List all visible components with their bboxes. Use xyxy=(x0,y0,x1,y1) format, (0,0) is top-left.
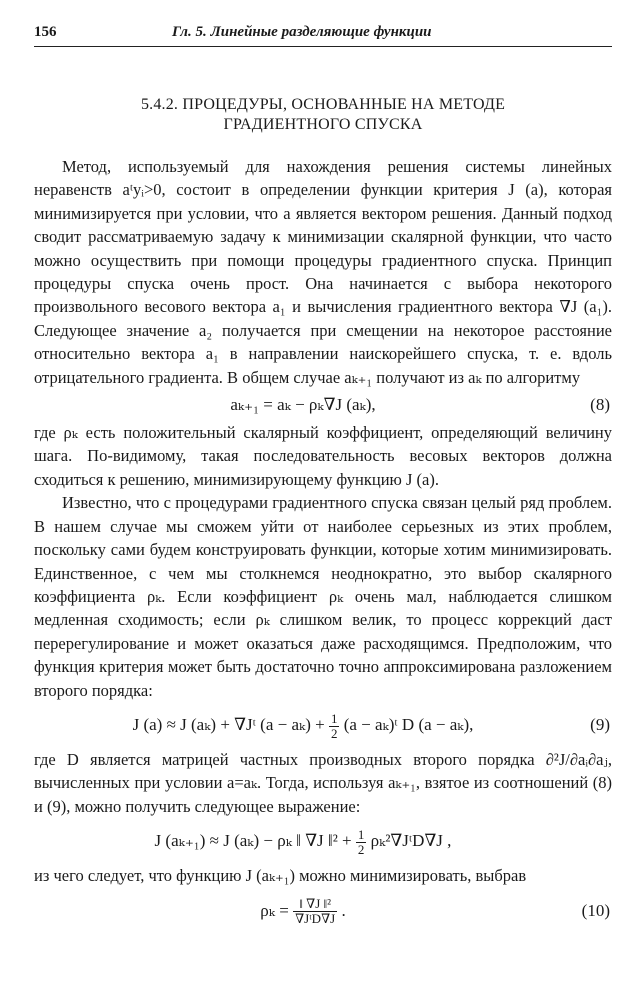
running-title: Гл. 5. Линейные разделяющие функции xyxy=(172,24,432,40)
section-title-line2: ГРАДИЕНТНОГО СПУСКА xyxy=(223,116,423,133)
equation-unnumbered xyxy=(34,818,612,864)
equation-9-half-num: 1 xyxy=(330,710,338,726)
equation-10-right: . xyxy=(337,900,346,920)
running-head xyxy=(34,24,612,47)
equation-9-half-den: 2 xyxy=(330,725,338,741)
equation-unnumbered-right: ρₖ²∇JᵗD∇J , xyxy=(366,831,452,851)
equation-unnumbered-formula xyxy=(34,818,572,864)
equation-9-left: J (a) ≈ J (aₖ) + ∇Jᵗ (a − aₖ) + xyxy=(132,714,329,734)
equation-unnumbered-left: J (aₖ₊₁) ≈ J (aₖ) − ρₖ ‖ ∇J ‖² + xyxy=(154,831,356,851)
equation-10-left: ρₖ = xyxy=(260,900,294,920)
section-title xyxy=(34,95,612,135)
equation-unnumbered-half xyxy=(356,828,367,857)
equation-8-formula: aₖ₊₁ = aₖ − ρₖ∇J (aₖ), xyxy=(230,395,376,415)
equation-10-number: (10) xyxy=(581,900,610,920)
book-page xyxy=(34,24,612,934)
page-number: 156 xyxy=(34,24,57,40)
paragraph-5: из чего следует, что функцию J (aₖ₊₁) можно минимизировать, выбрав xyxy=(34,866,527,886)
equation-10-frac-num: ‖ ∇J ‖² xyxy=(293,897,337,912)
equation-9-number: (9) xyxy=(590,714,610,734)
equation-unnumbered-half-den: 2 xyxy=(357,841,365,857)
equation-8 xyxy=(34,389,612,421)
equation-10-frac-den: ∇JᵗD∇J xyxy=(295,911,336,927)
equation-10-formula xyxy=(34,888,572,934)
equation-8-number: (8) xyxy=(590,395,610,415)
equation-9-right: (a − aₖ)ᵗ D (a − aₖ), xyxy=(339,714,474,734)
equation-9-half xyxy=(329,712,340,741)
equation-10-fraction xyxy=(293,897,337,926)
equation-10 xyxy=(34,888,612,934)
paragraph-2: где ρₖ есть положительный скалярный коэффициент, определяющий величину шага. По-видимому, такая последовательность весовых векторов должна сходиться к решению, минимизирующему функцию J (a). xyxy=(34,423,612,489)
paragraph-3: Известно, что с процедурами градиентного спуска связан целый ряд проблем. В нашем случае мы сможем уйти от наиболее серьезных из этих проблем, поскольку сами будем конструировать функции, которые хотим минимизировать. Единственное, с чем мы столкнемся неоднократно, это выбор скалярного коэффициента ρₖ. Если коэффициент ρₖ очень мал, наблюдается слишком медленная сходимость; если ρₖ слишком велик, то процесс коррекций даст перерегулирование и может оказаться даже расходящимся. Предположим, что функция критерия может быть достаточно точно аппроксимирована разложением второго порядка: xyxy=(34,493,612,700)
paragraph-1: Метод, используемый для нахождения решения системы линейных неравенств aᵗyᵢ>0, состоит в определении функции критерия J (a), которая минимизируется при условии, что a является вектором решения. Данный подход сводит рассматриваемую задачу к минимизации скалярной функции, что часто можно осуществить при помощи процедуры градиентного спуска. Принцип процедуры спуска очень прост. Она начинается с выбора некоторого произвольного весового вектора a₁ и вычисления градиентного вектора ∇J (a₁). Следующее значение a₂ получается при смещении на некоторое расстояние относительно вектора a₁ в направлении наискорейшего спуска, т. е. вдоль отрицательного градиента. В общем случае aₖ₊₁ получают из aₖ по алгоритму xyxy=(34,157,612,387)
equation-9-formula xyxy=(34,702,572,748)
equation-unnumbered-half-num: 1 xyxy=(357,826,365,842)
equation-9 xyxy=(34,702,612,748)
section-title-line1: 5.4.2. ПРОЦЕДУРЫ, ОСНОВАННЫЕ НА МЕТОДЕ xyxy=(140,96,506,113)
paragraph-4: где D является матрицей частных производных второго порядка ∂²J/∂aᵢ∂aⱼ, вычисленных при условии a=aₖ. Тогда, используя aₖ₊₁, взятое из соотношений (8) и (9), можно получить следующее выражение: xyxy=(34,749,612,816)
